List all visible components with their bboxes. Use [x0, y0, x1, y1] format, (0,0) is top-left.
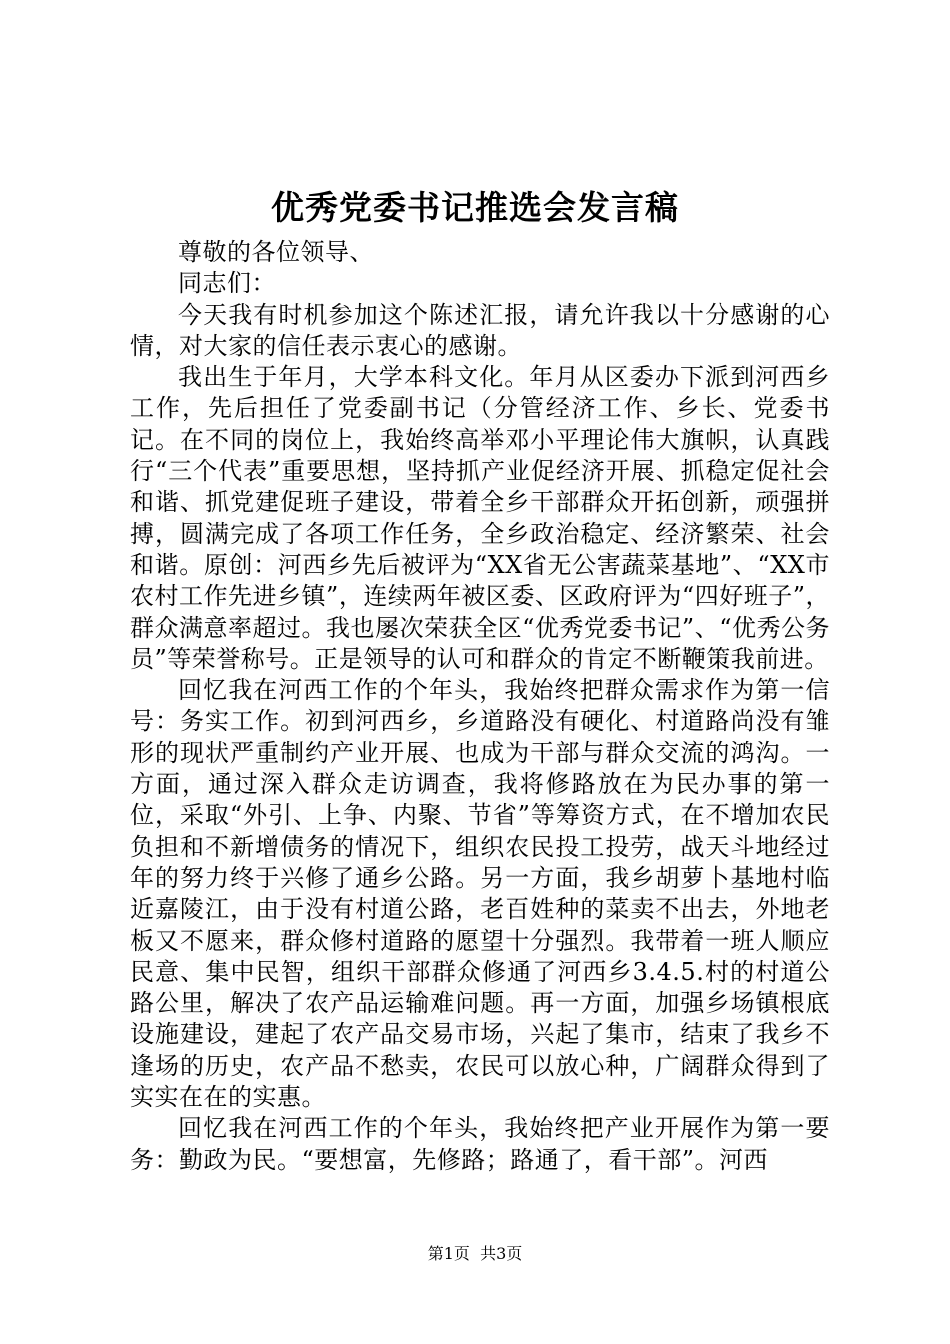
salutation-line-2: 同志们：: [178, 269, 276, 298]
salutation-line-1: 尊敬的各位领导、: [178, 238, 374, 266]
paragraph-industry-development: 回忆我在河西工作的个年头，我始终把产业开展作为第一要务：勤政为民。“要想富，先修路；路通了，看干部”。河西: [130, 1114, 830, 1174]
paragraph-opening: 今天我有时机参加这个陈述汇报，请允许我以十分感谢的心情，对大家的信任表示衷心的感谢。: [130, 300, 830, 360]
paragraph-practical-work: 回忆我在河西工作的个年头，我始终把群众需求作为第一信号：务实工作。初到河西乡，乡道路没有硬化、村道路尚没有雏形的现状严重制约产业开展、也成为干部与群众交流的鸿沟。一方面，通过深入群众走访调查，我将修路放在为民办事的第一位，采取“外引、上争、内聚、节省”等筹资方式，在不增加农民负担和不新增债务的情况下，组织农民投工投劳，战天斗地经过年的努力终于兴修了通乡公路。另一方面，我乡胡萝卜基地村临近嘉陵江，由于没有村道公路，老百姓种的菜卖不出去，外地老板又不愿来，群众修村道路的愿望十分强烈。我带着一班人顺应民意、集中民智，组织干部群众修通了河西乡3.4.5.村的村道公路公里，解决了农产品运输难问题。再一方面，加强乡场镇根底设施建设，建起了农产品交易市场，兴起了集市，结束了我乡不逢场的历史，农产品不愁卖，农民可以放心种，广阔群众得到了实实在在的实惠。: [130, 676, 830, 1112]
footer-spacer: [470, 1244, 480, 1263]
paragraph-background: 我出生于年月，大学本科文化。年月从区委办下派到河西乡工作，先后担任了党委副书记（分管经济工作、乡长、党委书记。在不同的岗位上，我始终高举邓小平理论伟大旗帜，认真践行“三个代表”重要思想，坚持抓产业促经济开展、抓稳定促社会和谐、抓党建促班子建设，带着全乡干部群众开拓创新，顽强拼搏，圆满完成了各项工作任务，全乡政治稳定、经济繁荣、社会和谐。原创：河西乡先后被评为“XX省无公害蔬菜基地”、“XX市农村工作先进乡镇”，连续两年被区委、区政府评为“四好班子”，群众满意率超过。我也屡次荣获全区“优秀党委书记”、“优秀公务员”等荣誉称号。正是领导的认可和群众的肯定不断鞭策我前进。: [130, 363, 830, 673]
page-number: 第1页: [427, 1244, 470, 1263]
page-footer: [0, 1242, 950, 1266]
document-body: [130, 237, 830, 1176]
document-title: 优秀党委书记推选会发言稿: [271, 188, 679, 227]
page-total: 共3页: [480, 1244, 523, 1263]
